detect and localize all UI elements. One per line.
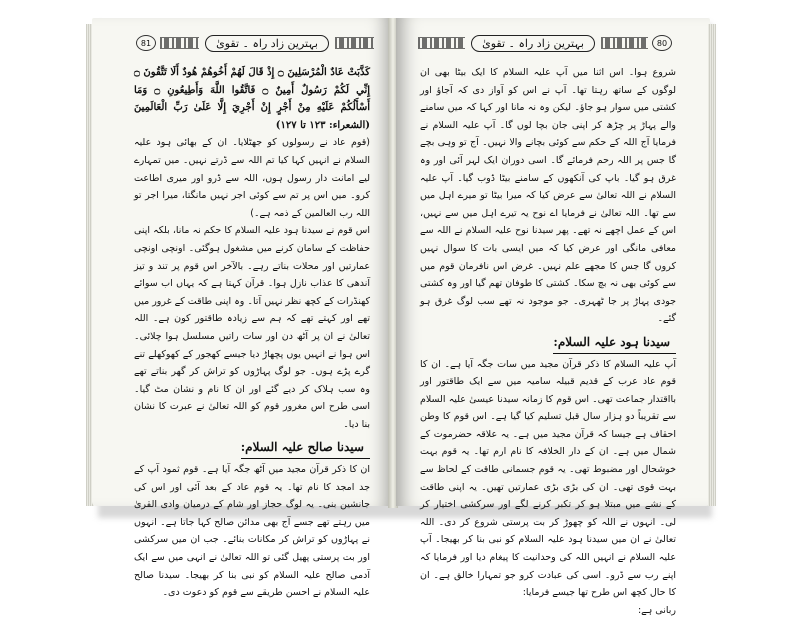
- left-page: [92, 18, 392, 599]
- right-page-header: [418, 32, 676, 54]
- header-ornament: [418, 37, 465, 49]
- left-page-number: 81: [136, 35, 156, 51]
- header-ornament: [601, 37, 648, 49]
- right-last-line: ربانی ہے:: [637, 604, 676, 616]
- section-heading-wrap: [420, 328, 676, 356]
- header-ornament: [335, 37, 374, 49]
- section-heading-saleh: سیدنا صالح علیہ السلام:: [241, 437, 370, 459]
- quran-verses: [134, 64, 370, 134]
- left-paragraph-2: ان کا ذکر قرآن مجید میں آٹھ جگہ آیا ہے۔ قوم ثمود آپ کے جد امجد کا نام تھا۔ یہ قوم عاد کے بعد آئی اور اس کی جانشین بنی۔ یہ لوگ حجاز اور شام کے درمیان وادی القریٰ میں رہتے تھے جسے آج بھی مدائن صالح کہا جاتا ہے۔ انہوں نے پہاڑوں کو تراش کر مکانات بنائے۔ جب ان میں سرکشی اور بت پرستی پھیل گئی تو اللہ تعالیٰ نے انہی میں سے ایک آدمی صالح علیہ السلام کو نبی بنا کر بھیجا۔ سیدنا صالح علیہ السلام نے احسن طریقے سے قوم کو دعوت دی۔: [134, 464, 370, 599]
- left-paragraph-1: اس قوم نے سیدنا ہود علیہ السلام کا حکم نہ مانا، بلکہ اپنی حفاظت کے سامان کرنے میں مشغول ہوگئی۔ اونچی اونچی عمارتیں اور محلات بناتے رہے۔ بالآخر اس قوم پر تند و تیز آندھی کا عذاب نازل ہوا۔ قرآن کہتا ہے کہ یہاں اب سوائے کھنڈرات کے کچھ نظر نہیں آتا۔ وہ اپنی طاقت کے غرور میں تھے اور کہتے تھے کہ ہم سے زیادہ طاقتور کون ہے۔ اللہ تعالیٰ نے ان پر آٹھ دن اور سات راتیں مسلسل ہوا چلائی۔ اس ہوا نے انہیں یوں پچھاڑ دیا جیسے کھجور کے کھوکھلے تنے گرے پڑے ہوں۔ جو لوگ پہاڑوں کو تراش کر گھر بناتے تھے وہ سب ہلاک کر دیے گئے اور ان کا نام و نشان مٹ گیا۔ اسی طرح اس مغرور قوم کو اللہ تعالیٰ نے عبرت کا نشان بنا دیا۔: [134, 225, 370, 430]
- section-heading-hud: سیدنا ہود علیہ السلام:: [553, 332, 676, 354]
- right-paragraph-2: آپ علیہ السلام کا ذکر قرآن مجید میں سات جگہ آیا ہے۔ ان کا قوم عاد عرب کے قدیم قبیلہ سامیہ میں سے ایک طاقتور اور بااقتدار جماعت تھی۔ اس قوم کا زمانہ سیدنا عیسیٰ علیہ السلام سے تقریباً دو ہزار سال قبل تسلیم کیا گیا ہے۔ اس قوم کا وطن احقاف ہے جیسا کہ قرآن مجید میں ہے۔ یہ علاقہ حضرموت کے شمال میں ہے۔ ان کے دار الخلافہ کا نام ارم تھا۔ یہ قوم بہت خوشحال اور مضبوط تھی۔ یہ قوم جسمانی طاقت کے لحاظ سے بہت قوی تھی۔ ان کی بڑی بڑی عمارتیں تھیں۔ یہ اپنی طاقت کے نشے میں مبتلا ہو کر تکبر کرنے لگے اور سرکشی اختیار کر لی۔ انہوں نے اللہ کو چھوڑ کر بت پرستی شروع کر دی۔ اللہ تعالیٰ نے ان میں سیدنا ہود علیہ السلام کو نبی بنا کر بھیجا۔ آپ علیہ السلام نے انہیں اللہ کی وحدانیت کا پیغام دیا اور فرمایا کہ اپنے رب سے ڈرو۔ اسی کی عبادت کرو جو تمہارا خالق ہے۔ ان کا حال کچھ اس طرح تھا جیسے فرمایا:: [420, 358, 676, 599]
- header-ornament: [160, 37, 199, 49]
- open-book: [92, 18, 712, 616]
- right-page: [396, 18, 710, 616]
- left-running-title: بہترین زاد راہ ۔ تقویٰ: [205, 35, 329, 52]
- left-page-header: [132, 32, 374, 54]
- left-page-body: [134, 64, 370, 602]
- verse-translation: (قوم عاد نے رسولوں کو جھٹلایا۔ ان کے بھائی ہود علیہ السلام نے انہیں کہا کیا تم اللہ سے ڈرتے نہیں۔ میں تمہارے لیے امانت دار رسول ہوں، اللہ سے ڈرو اور میری اطاعت کرو۔ میں اس پر تم سے کوئی اجر نہیں مانگتا، میرا اجر تو اللہ رب العالمین کے ذمہ ہے۔): [134, 137, 370, 219]
- right-page-number: 80: [652, 35, 672, 51]
- right-page-body: [420, 64, 676, 619]
- page-edges-right: [708, 24, 716, 506]
- verse-text: كَذَّبَتْ عَادٌ الْمُرْسَلِينَ ۝ إِذْ قَالَ لَهُمْ أَخُوهُمْ هُودٌ أَلَا تَتَّقُونَ ۝ إِنِّي لَكُمْ رَسُولٌ أَمِينٌ ۝ فَاتَّقُوا اللَّهَ وَأَطِيعُونِ ۝ وَمَا أَسْأَلُكُمْ عَلَيْهِ مِنْ أَجْرٍ إِنْ أَجْرِيَ إِلَّا عَلَىٰ رَبِّ الْعَالَمِينَ: [134, 67, 371, 114]
- verse-reference: (الشعراء: ۱۲۳ تا ۱۲۷): [275, 119, 370, 131]
- right-running-title: بہترین زاد راہ ۔ تقویٰ: [471, 35, 595, 52]
- section-heading-wrap: [134, 433, 370, 461]
- right-paragraph-1: شروع ہوا۔ اس اثنا میں آپ علیہ السلام کا ایک بیٹا بھی ان لوگوں کے ساتھ رہتا تھا۔ آپ نے اس کو آواز دی کہ آجاؤ اور کشتی میں سوار ہو جاؤ۔ لیکن وہ نہ مانا اور کہا کہ میں سامنے والے پہاڑ پر چڑھ کر اپنی جان بچا لوں گا۔ آپ علیہ السلام نے فرمایا آج اللہ کے حکم سے کوئی بچانے والا نہیں۔ آج تو وہی بچے گا جس پر اللہ رحم فرمائے گا۔ اسی دوران ایک لہر آئی اور وہ غرق ہو گیا۔ باپ کی آنکھوں کے سامنے بیٹا ڈوب گیا۔ آپ علیہ السلام نے اللہ تعالیٰ سے عرض کیا کہ میرا بیٹا تو میرے اہل میں سے تھا۔ اللہ تعالیٰ نے فرمایا اے نوح یہ تیرے اہل میں سے نہیں، اس کے عمل اچھے نہ تھے۔ پھر سیدنا نوح علیہ السلام نے اللہ سے معافی مانگی اور عرض کیا کہ میں ایسی بات کا سوال نہیں کروں گا جس کا مجھے علم نہیں۔ غرض اس نافرمان قوم میں سے کوئی بھی نہ بچ سکا۔ کشتی کا طوفان تھم گیا اور وہ کشتی جودی پہاڑ پر جا ٹھہری۔ جو موجود نہ تھے سب لوگ غرق ہو گئے۔: [420, 67, 676, 325]
